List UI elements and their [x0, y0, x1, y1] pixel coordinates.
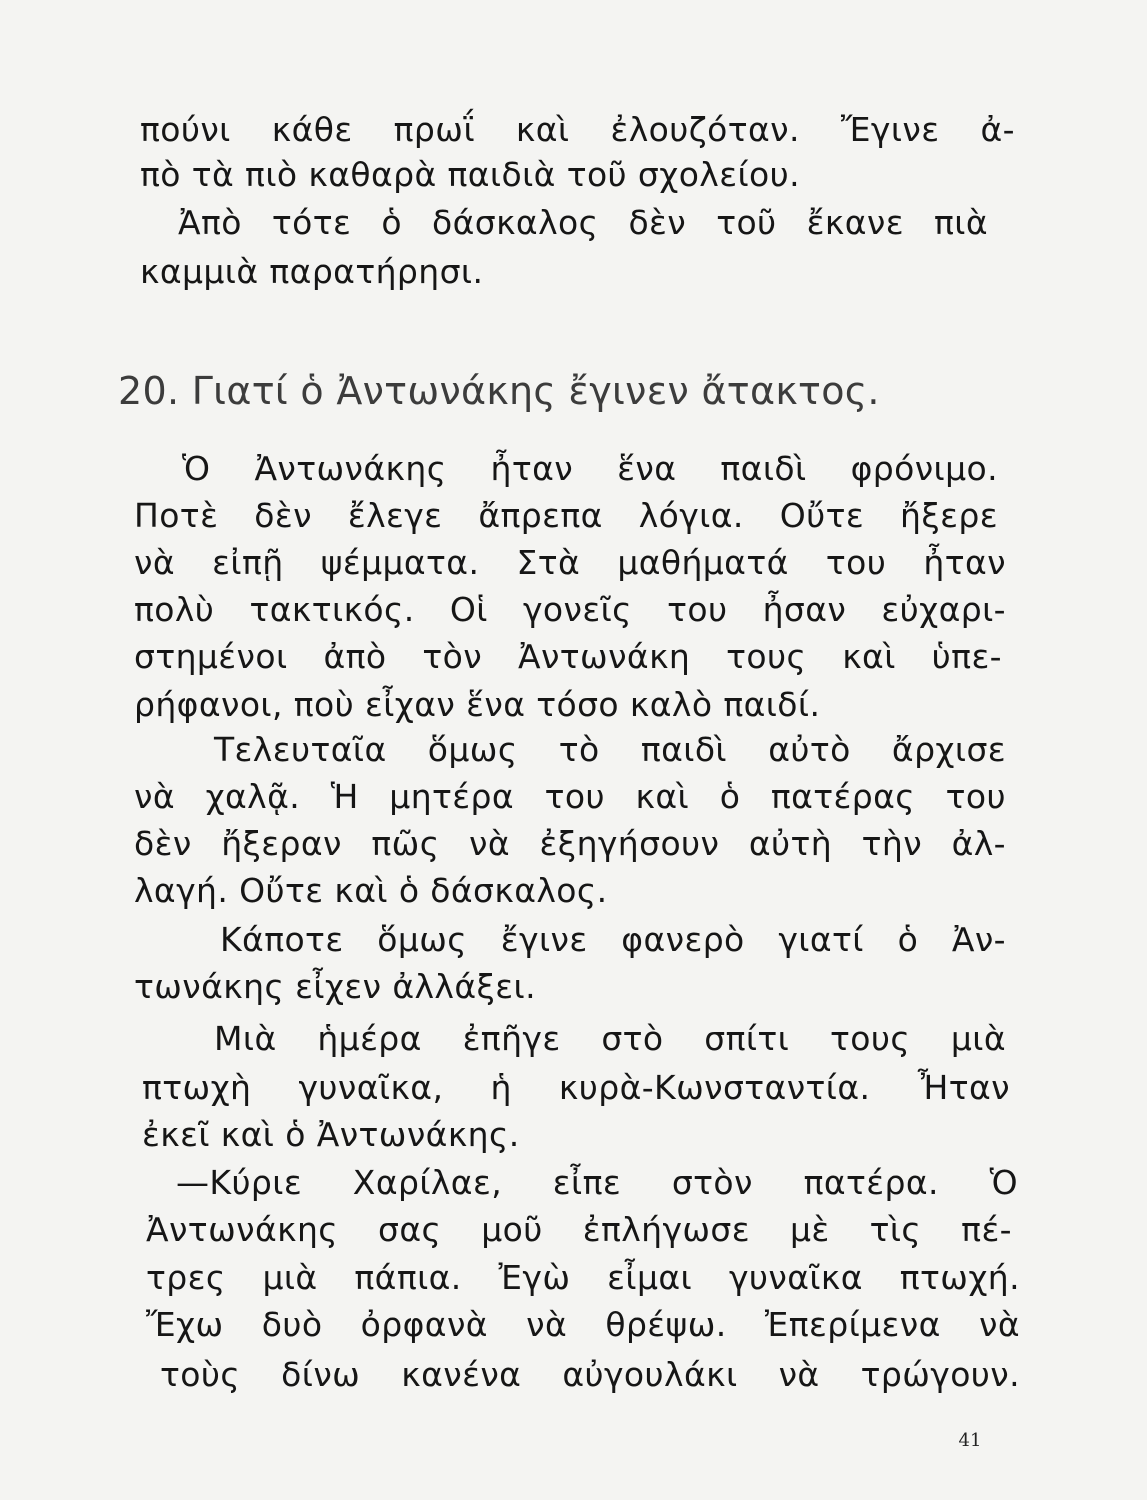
text-line: νὰ εἰπῇ ψέμματα. Στὰ μαθήματά του ἦταν [134, 543, 1006, 582]
text-line: πούνι κάθε πρωΐ καὶ ἐλουζόταν. Ἔγινε ἀ- [140, 110, 1015, 149]
text-line: πτωχὴ γυναῖκα, ἡ κυρὰ-Κωνσταντία. Ἦταν [142, 1068, 1010, 1107]
text-line: Κάποτε ὅμως ἔγινε φανερὸ γιατί ὁ Ἀν- [220, 920, 1006, 959]
text-line: στημένοι ἀπὸ τὸν Ἀντωνάκη τους καὶ ὑπε- [134, 637, 1002, 676]
chapter-heading: 20. Γιατί ὁ Ἀντωνάκης ἔγινεν ἄτακτος. [118, 369, 880, 413]
text-line: Ἔχω δυὸ ὀρφανὰ νὰ θρέψω. Ἐπερίμενα νὰ [146, 1305, 1020, 1344]
page-number: 41 [958, 1430, 982, 1451]
text-line: Μιὰ ἡμέρα ἐπῆγε στὸ σπίτι τους μιὰ [214, 1019, 1006, 1058]
text-line: Ὁ Ἀντωνάκης ἦταν ἕνα παιδὶ φρόνιμο. [182, 449, 998, 488]
text-line: τωνάκης εἶχεν ἀλλάξει. [134, 967, 536, 1006]
text-line: πολὺ τακτικός. Οἱ γονεῖς του ἦσαν εὐχαρι- [134, 590, 1006, 629]
text-line: λαγή. Οὔτε καὶ ὁ δάσκαλος. [134, 871, 608, 910]
text-line: ἐκεῖ καὶ ὁ Ἀντωνάκης. [142, 1115, 520, 1154]
text-line: καμμιὰ παρατήρησι. [140, 252, 484, 291]
text-line: Τελευταῖα ὅμως τὸ παιδὶ αὐτὸ ἄρχισε [214, 730, 1006, 769]
text-line: ρήφανοι, ποὺ εἶχαν ἕνα τόσο καλὸ παιδί. [134, 685, 821, 724]
text-line: —Κύριε Χαρίλαε, εἶπε στὸν πατέρα. Ὁ [176, 1163, 1018, 1202]
text-line: τοὺς δίνω κανένα αὐγουλάκι νὰ τρώγουν. [160, 1355, 1020, 1394]
text-line: νὰ χαλᾷ. Ἡ μητέρα του καὶ ὁ πατέρας του [134, 777, 1006, 816]
text-line: πὸ τὰ πιὸ καθαρὰ παιδιὰ τοῦ σχολείου. [140, 155, 801, 194]
text-line: Ἀπὸ τότε ὁ δάσκαλος δὲν τοῦ ἔκανε πιὰ [178, 203, 988, 242]
text-line: Ποτὲ δὲν ἔλεγε ἄπρεπα λόγια. Οὔτε ἤξερε [134, 496, 998, 535]
text-line: τρες μιὰ πάπια. Ἐγὼ εἶμαι γυναῖκα πτωχή. [146, 1258, 1020, 1297]
text-line: δὲν ἤξεραν πῶς νὰ ἐξηγήσουν αὐτὴ τὴν ἀλ- [134, 824, 1006, 863]
text-line: Ἀντωνάκης σας μοῦ ἐπλήγωσε μὲ τὶς πέ- [146, 1210, 1012, 1249]
